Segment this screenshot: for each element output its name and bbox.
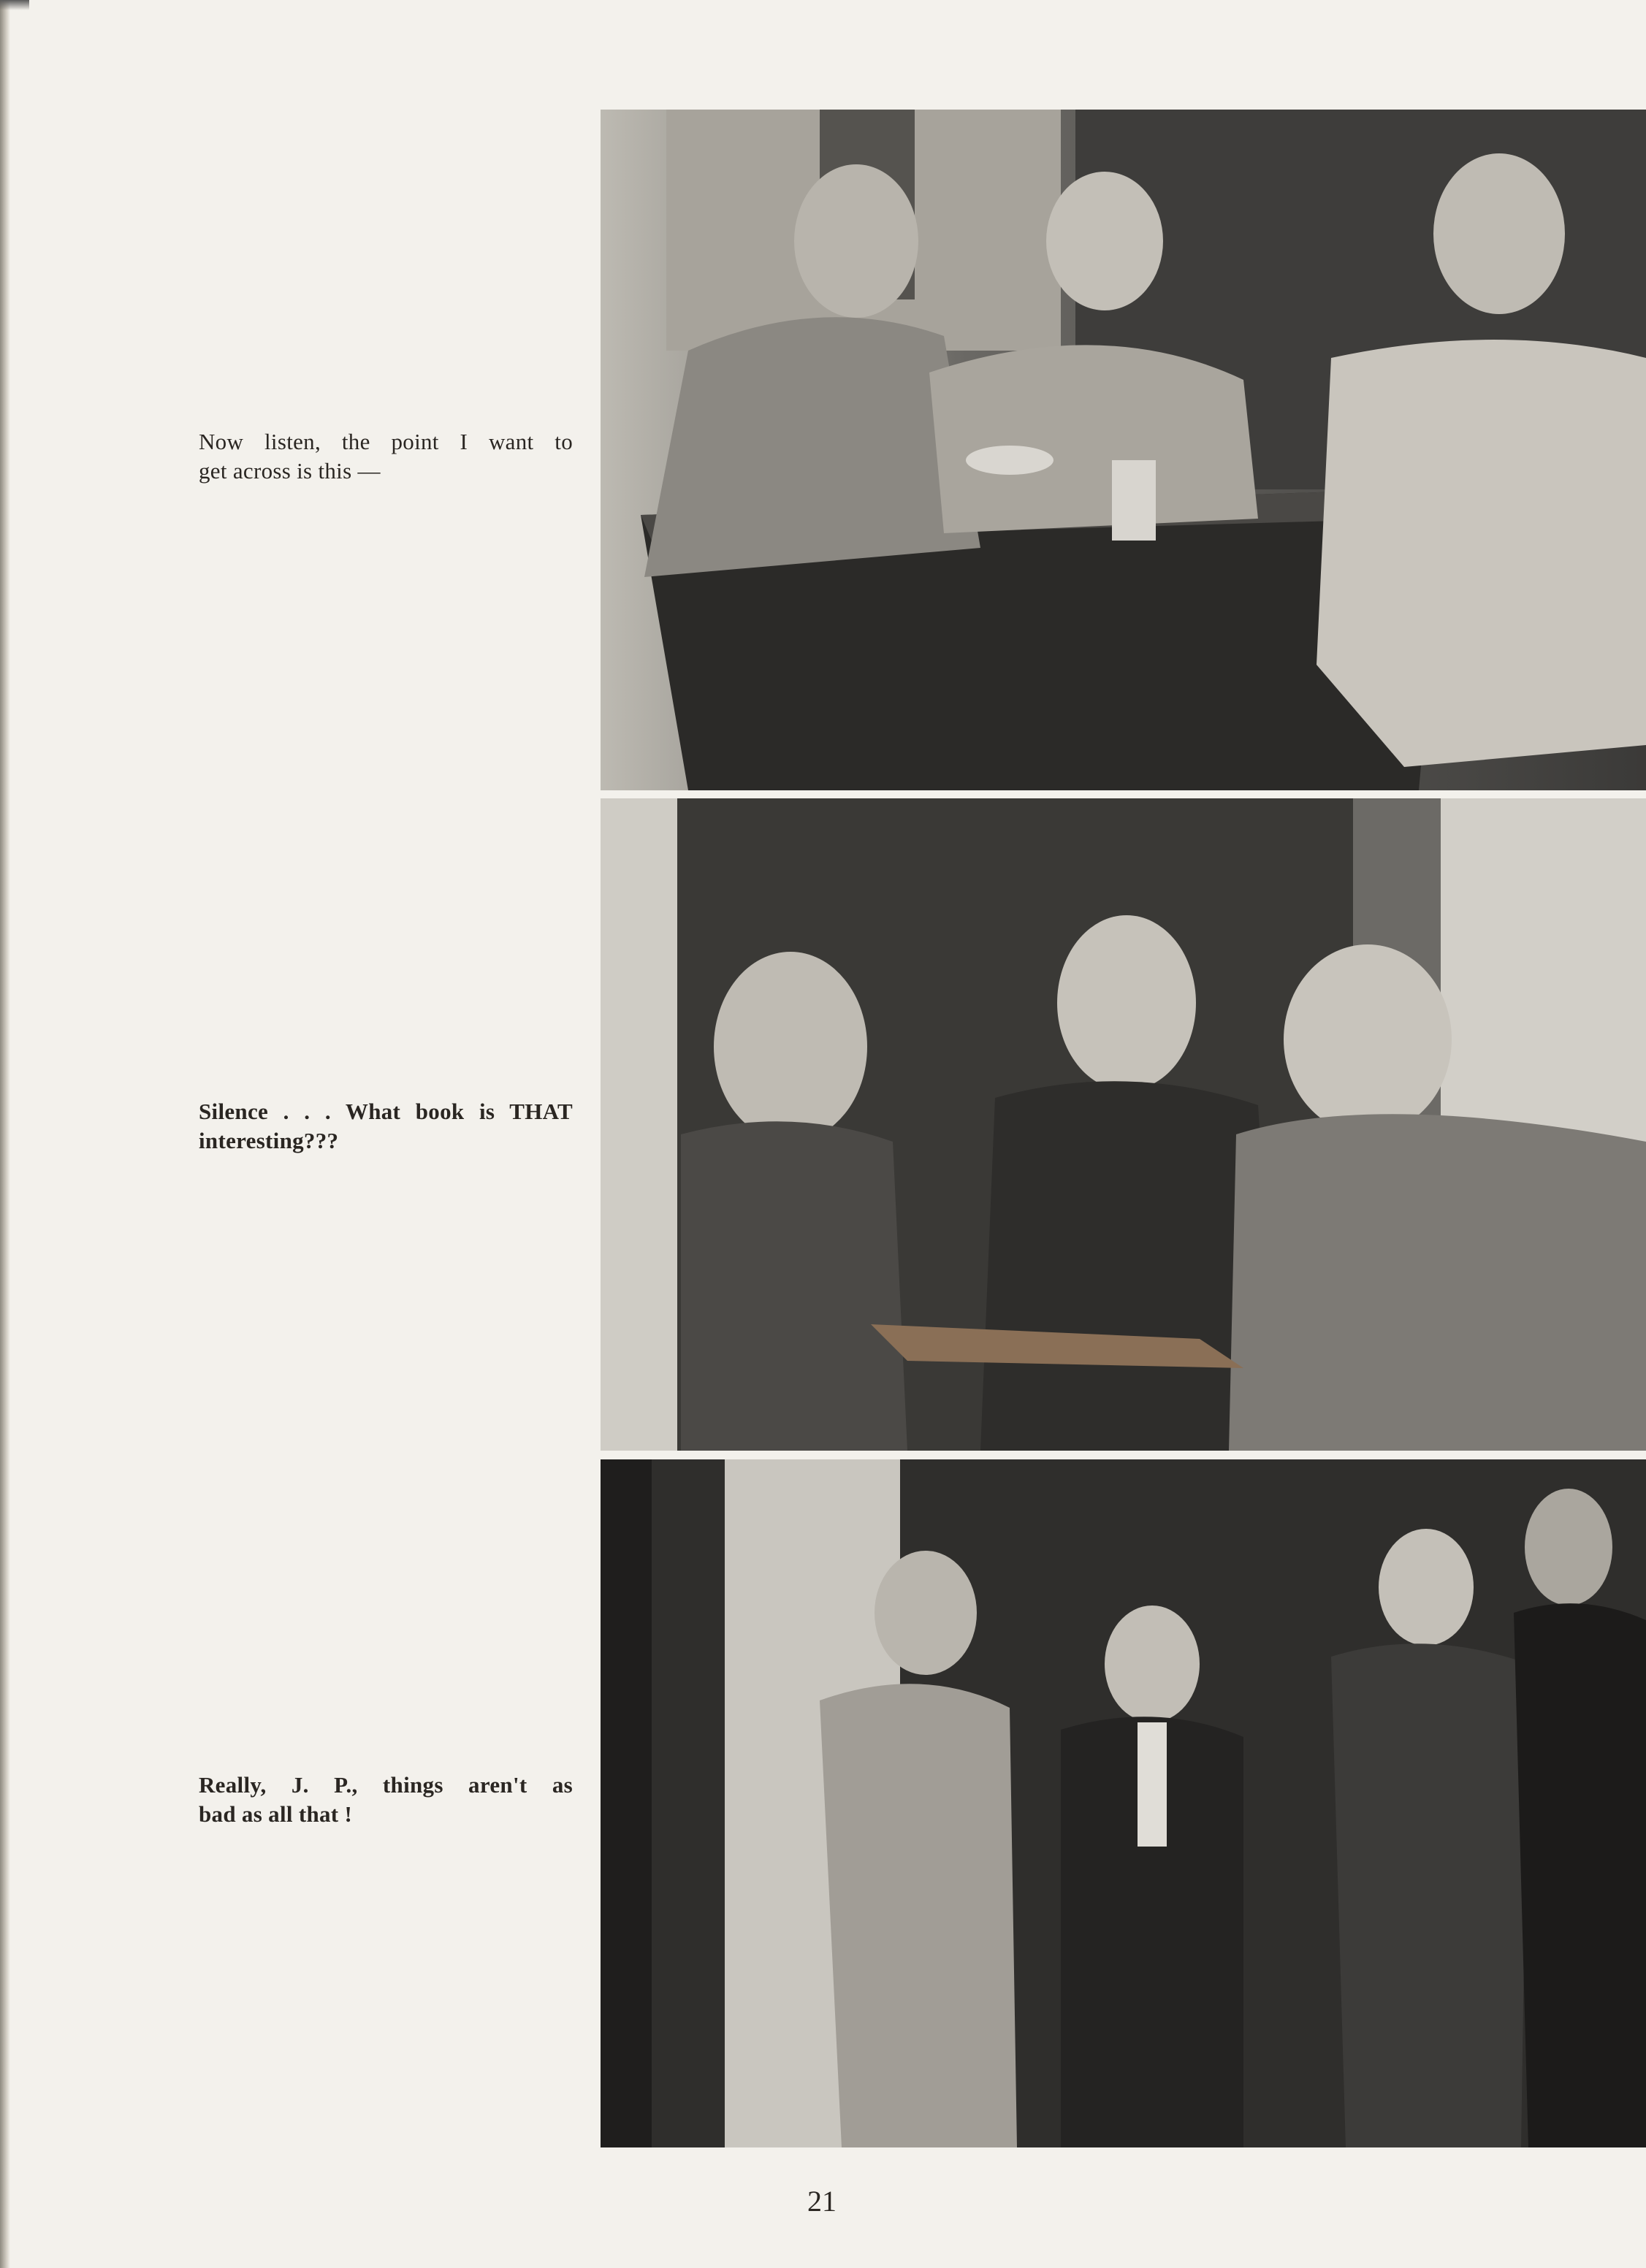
caption-2-line-2: interesting??? — [199, 1128, 339, 1153]
photo-women-with-book-image — [601, 798, 1646, 1451]
caption-3-line-2: bad as all that ! — [199, 1801, 353, 1827]
photo-men-at-table — [601, 110, 1646, 790]
page-number: 21 — [807, 2185, 837, 2218]
photo-men-at-table-image — [601, 110, 1646, 790]
caption-1-line-2: get across is this — — [199, 458, 381, 484]
caption-3-line-1: Really, J. P., things aren't as — [199, 1772, 573, 1798]
caption-2-line-1: Silence . . . What book is THAT — [199, 1099, 573, 1124]
photo-men-in-doorway — [601, 1459, 1646, 2147]
caption-3 — [199, 1771, 573, 1829]
photo-women-with-book — [601, 798, 1646, 1451]
caption-1-line-1: Now listen, the point I want to — [199, 429, 573, 454]
photo-men-in-doorway-image — [601, 1459, 1646, 2147]
page-corner-shadow — [0, 0, 29, 10]
page-binding-edge — [0, 0, 10, 2268]
caption-1 — [199, 427, 573, 486]
caption-2 — [199, 1097, 573, 1156]
